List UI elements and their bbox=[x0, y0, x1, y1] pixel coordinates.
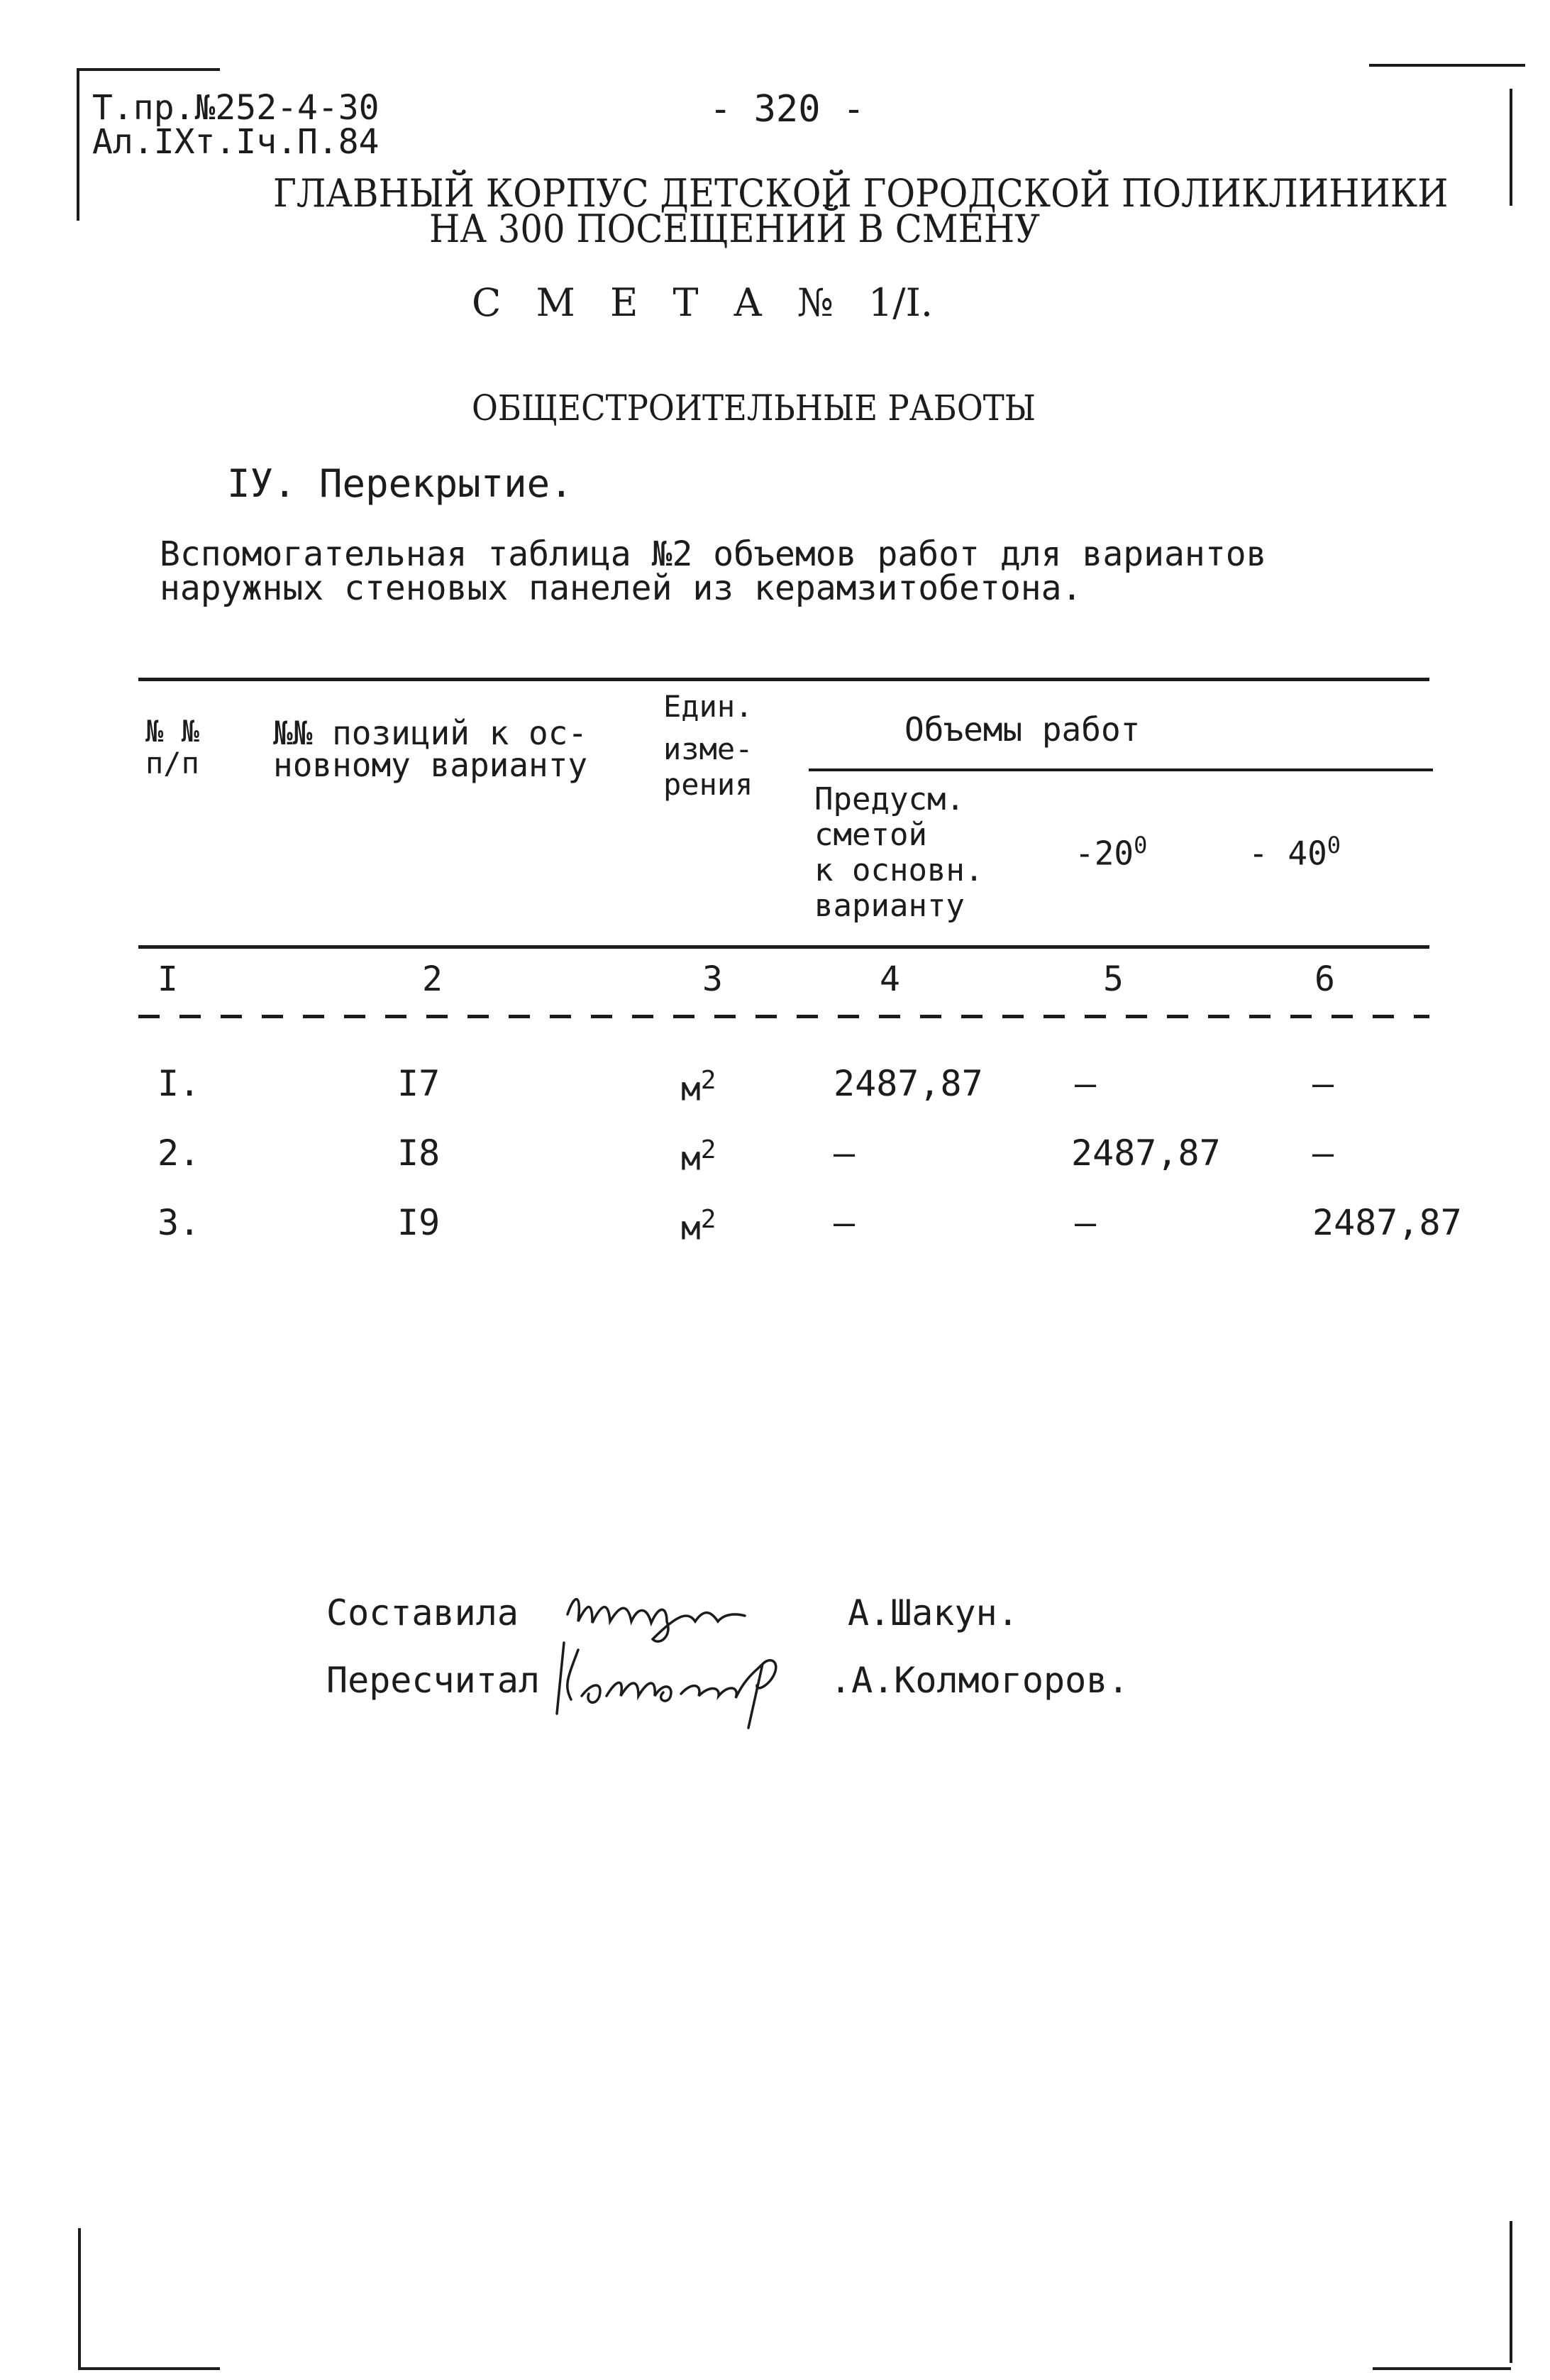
row-unit bbox=[681, 1205, 716, 1247]
column-number: I bbox=[157, 959, 178, 999]
frame-top-left bbox=[78, 68, 220, 71]
column-number-rule bbox=[138, 1015, 1429, 1018]
row-volume-base: – bbox=[834, 1133, 856, 1174]
row-position: I7 bbox=[397, 1063, 441, 1104]
frame-right-bottom bbox=[1510, 2221, 1512, 2363]
header-col4: Предусм. bbox=[814, 781, 965, 817]
row-unit-power: 2 bbox=[700, 1205, 716, 1234]
row-volume-base: 2487,87 bbox=[834, 1063, 983, 1104]
row-number: 3. bbox=[157, 1202, 201, 1243]
row-unit-value: м bbox=[681, 1139, 701, 1178]
row-volume-minus20: – bbox=[1075, 1202, 1097, 1243]
row-volume-minus40: – bbox=[1312, 1133, 1334, 1174]
composed-by-name: А.Шакун. bbox=[848, 1592, 1019, 1634]
frame-left-bottom bbox=[78, 2228, 81, 2370]
row-number: 2. bbox=[157, 1133, 201, 1174]
header-col3: изме- bbox=[663, 732, 753, 766]
estimate-title: С М Е Т А № 1/I. bbox=[472, 280, 934, 325]
row-volume-minus40: – bbox=[1312, 1063, 1334, 1104]
document-reference-line2: Ал.IXт.Iч.П.84 bbox=[92, 122, 380, 162]
header-group-volumes: Объемы работ bbox=[904, 710, 1141, 749]
frame-bottom-right bbox=[1373, 2367, 1511, 2370]
column-number: 4 bbox=[880, 959, 900, 999]
header-col5-value: -20 bbox=[1075, 834, 1134, 873]
row-unit-value: м bbox=[681, 1208, 701, 1247]
header-col5 bbox=[1075, 832, 1148, 873]
checked-by-name: .А.Колмогоров. bbox=[830, 1660, 1129, 1701]
title-line1: ГЛАВНЫЙ КОРПУС ДЕТСКОЙ ГОРОДСКОЙ ПОЛИКЛИНИКИ bbox=[273, 171, 1449, 216]
checked-signature bbox=[550, 1629, 848, 1735]
column-number: 3 bbox=[702, 959, 723, 999]
table-caption-line1: Вспомогательная таблица №2 объемов работ для вариантов bbox=[160, 534, 1267, 574]
column-number: 6 bbox=[1314, 959, 1335, 999]
header-col2: №№ позиций к ос- bbox=[273, 714, 588, 752]
row-unit bbox=[681, 1135, 716, 1178]
row-volume-minus40: 2487,87 bbox=[1312, 1202, 1462, 1243]
header-col1: п/п bbox=[145, 746, 199, 781]
table-caption-line2: наружных стеновых панелей из керамзитобетона. bbox=[160, 568, 1083, 608]
header-col4: к основн. bbox=[814, 852, 984, 888]
column-number: 5 bbox=[1103, 959, 1124, 999]
header-col6-degree: 0 bbox=[1327, 832, 1341, 859]
row-volume-minus20: – bbox=[1075, 1063, 1097, 1104]
row-position: I9 bbox=[397, 1202, 441, 1243]
row-volume-minus20: 2487,87 bbox=[1071, 1133, 1221, 1174]
row-volume-base: – bbox=[834, 1202, 856, 1243]
section-heading: IУ. Перекрытие. bbox=[227, 461, 573, 506]
row-unit-power: 2 bbox=[700, 1066, 716, 1095]
document-reference-line1: Т.пр.№252-4-30 bbox=[92, 88, 380, 128]
frame-right-top bbox=[1510, 89, 1512, 206]
frame-bottom-left bbox=[78, 2367, 220, 2370]
row-unit-power: 2 bbox=[700, 1135, 716, 1164]
group-header-rule bbox=[809, 768, 1433, 771]
header-bottom-rule bbox=[138, 945, 1429, 949]
column-number: 2 bbox=[422, 959, 443, 999]
table-top-rule bbox=[138, 678, 1429, 681]
page-number: - 320 - bbox=[709, 88, 865, 131]
header-col5-degree: 0 bbox=[1134, 832, 1148, 859]
header-col3: Един. bbox=[663, 689, 753, 724]
title-line2: НА 300 ПОСЕЩЕНИЙ В СМЕНУ bbox=[429, 206, 1041, 251]
header-col2: новному варианту bbox=[273, 746, 588, 784]
header-col1: № № bbox=[145, 714, 199, 749]
composed-by-label: Составила bbox=[326, 1592, 519, 1634]
row-position: I8 bbox=[397, 1133, 441, 1174]
works-title: ОБЩЕСТРОИТЕЛЬНЫЕ РАБОТЫ bbox=[472, 387, 1036, 429]
header-col4: сметой bbox=[814, 817, 927, 853]
row-unit-value: м bbox=[681, 1069, 701, 1108]
header-col6-value: - 40 bbox=[1249, 834, 1327, 873]
row-number: I. bbox=[157, 1063, 201, 1104]
row-unit bbox=[681, 1066, 716, 1108]
checked-by-label: Пересчитал bbox=[326, 1660, 541, 1701]
header-col3: рения bbox=[663, 767, 753, 802]
header-col6 bbox=[1249, 832, 1341, 873]
frame-left-top bbox=[77, 68, 79, 221]
header-col4: варианту bbox=[814, 888, 965, 924]
frame-top-right bbox=[1369, 64, 1525, 67]
